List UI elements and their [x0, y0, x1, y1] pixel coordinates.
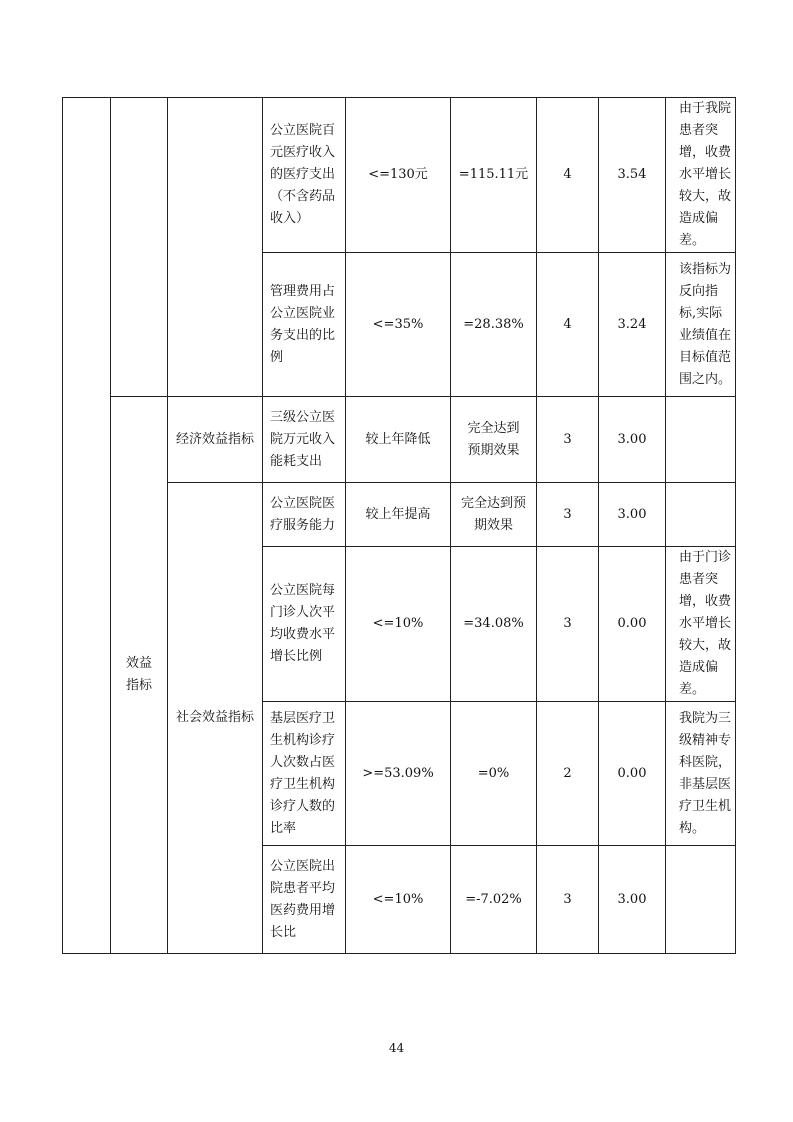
- score-value: 0.00: [599, 547, 666, 702]
- table-row: [63, 397, 736, 483]
- deviation-note: [666, 483, 736, 547]
- target-value: 较上年降低: [346, 397, 451, 483]
- social-benefit-cell: 社会效益指标: [168, 483, 263, 954]
- score-value: 3.00: [599, 846, 666, 954]
- weight-value: 3: [537, 846, 599, 954]
- actual-value: 完全达到预期效果: [451, 483, 537, 547]
- target-value: <=130元: [346, 98, 451, 253]
- deviation-note: 由于我院患者突增，收费水平增长较大，故造成偏差。: [666, 98, 736, 253]
- indicator-name: 管理费用占公立医院业务支出的比例: [263, 253, 346, 397]
- weight-value: 2: [537, 702, 599, 846]
- weight-value: 3: [537, 547, 599, 702]
- actual-value: =-7.02%: [451, 846, 537, 954]
- deviation-note: 我院为三级精神专科医院，非基层医疗卫生机构。: [666, 702, 736, 846]
- score-value: 3.00: [599, 483, 666, 547]
- target-value: <=10%: [346, 846, 451, 954]
- target-value: <=35%: [346, 253, 451, 397]
- actual-value: =28.38%: [451, 253, 537, 397]
- category-2-cell: [111, 98, 168, 397]
- deviation-note: 该指标为反向指标,实际业绩值在目标值范围之内。: [666, 253, 736, 397]
- indicator-name: 公立医院出院患者平均医药费用增长比: [263, 846, 346, 954]
- actual-value: 完全达到预期效果: [451, 397, 537, 483]
- target-value: >=53.09%: [346, 702, 451, 846]
- actual-value: =34.08%: [451, 547, 537, 702]
- weight-value: 3: [537, 397, 599, 483]
- actual-value: =115.11元: [451, 98, 537, 253]
- benefit-indicator-cell: 效益指标: [111, 397, 168, 954]
- page-number: 44: [388, 1041, 405, 1055]
- indicator-name: 公立医院每门诊人次平均收费水平增长比例: [263, 547, 346, 702]
- score-value: 3.24: [599, 253, 666, 397]
- table-row: [63, 98, 736, 253]
- indicator-name: 公立医院医疗服务能力: [263, 483, 346, 547]
- performance-table: [62, 97, 736, 954]
- indicator-name: 公立医院百元医疗收入的医疗支出（不含药品收入）: [263, 98, 346, 253]
- target-value: 较上年提高: [346, 483, 451, 547]
- actual-value: =0%: [451, 702, 537, 846]
- deviation-note: [666, 846, 736, 954]
- weight-value: 3: [537, 483, 599, 547]
- indicator-name: 三级公立医院万元收入能耗支出: [263, 397, 346, 483]
- indicator-name: 基层医疗卫生机构诊疗人次数占医疗卫生机构诊疗人数的比率: [263, 702, 346, 846]
- weight-value: 4: [537, 253, 599, 397]
- category-1-cell: [63, 98, 111, 954]
- score-value: 3.00: [599, 397, 666, 483]
- category-3-cell: [168, 98, 263, 397]
- score-value: 3.54: [599, 98, 666, 253]
- deviation-note: 由于门诊患者突增，收费水平增长较大，故造成偏差。: [666, 547, 736, 702]
- score-value: 0.00: [599, 702, 666, 846]
- target-value: <=10%: [346, 547, 451, 702]
- deviation-note: [666, 397, 736, 483]
- economic-benefit-cell: 经济效益指标: [168, 397, 263, 483]
- weight-value: 4: [537, 98, 599, 253]
